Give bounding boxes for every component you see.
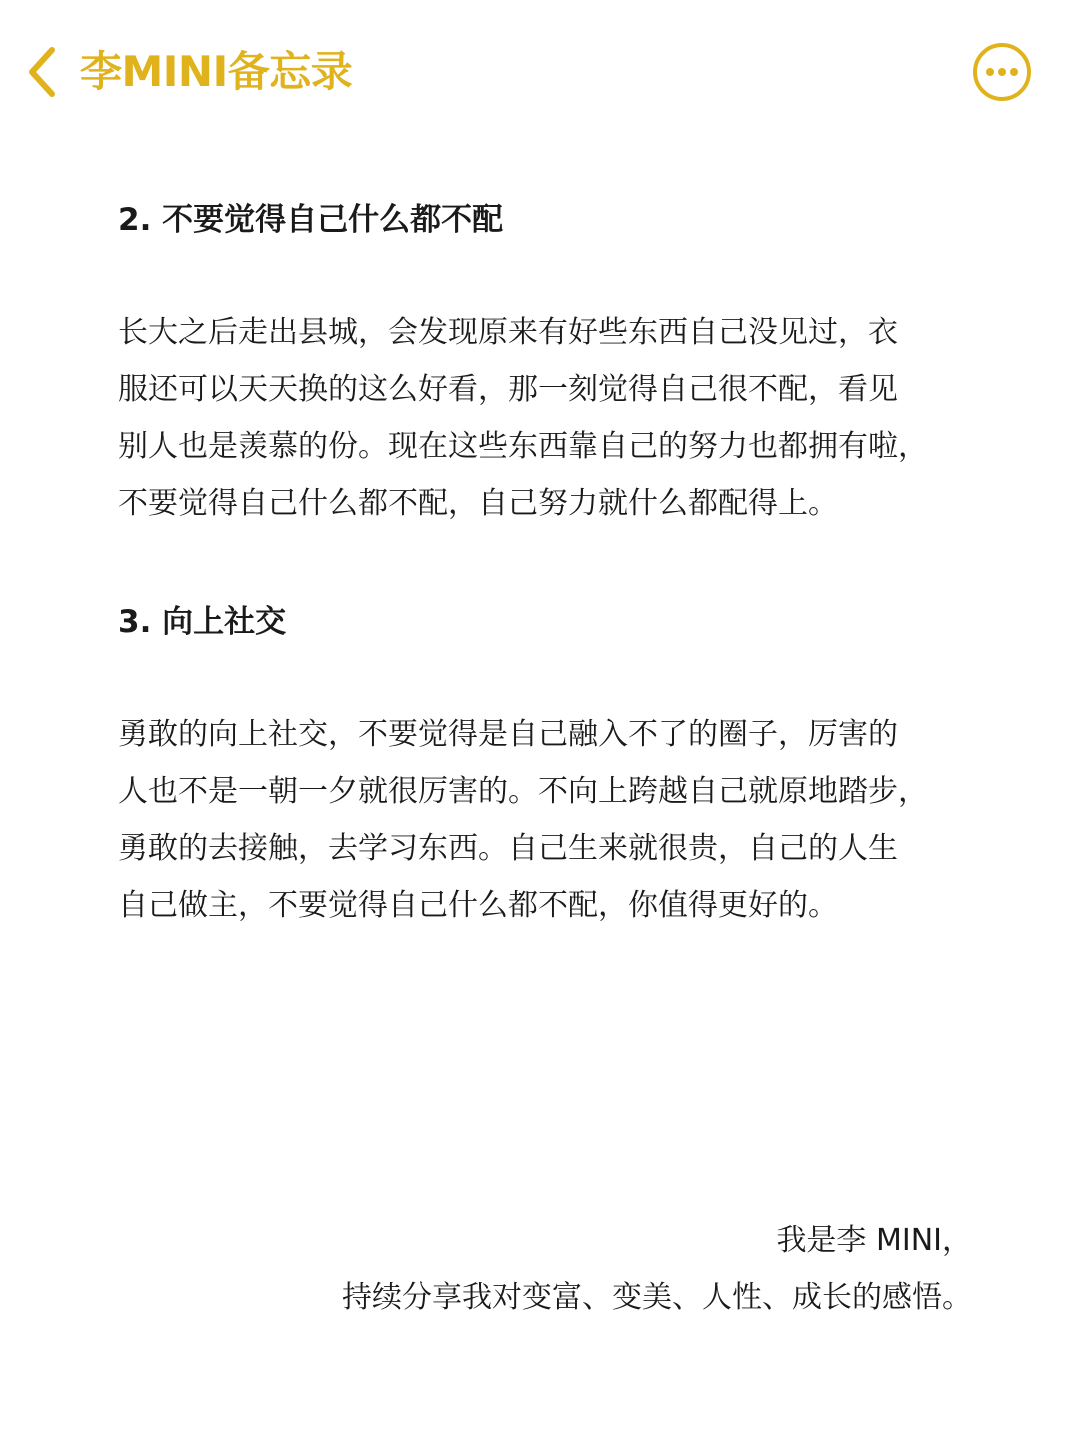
paragraph-line: 不要觉得自己什么都不配，自己努力就什么都配得上。: [118, 486, 838, 521]
paragraph-line: 服还可以天天换的这么好看，那一刻觉得自己很不配，看见: [118, 372, 898, 407]
paragraph-line: 人也不是一朝一夕就很厉害的。不向上跨越自己就原地踏步，: [118, 774, 928, 809]
signature-line: 我是李 MINI，: [776, 1223, 972, 1258]
paragraph-line: 勇敢的去接触，去学习东西。自己生来就很贵，自己的人生: [118, 831, 898, 866]
page-title: 李MINI备忘录: [80, 47, 353, 96]
section-paragraph: [118, 706, 988, 934]
signature-line: 持续分享我对变富、变美、人性、成长的感悟。: [342, 1280, 972, 1315]
back-button[interactable]: [22, 44, 66, 100]
navigation-bar: [0, 0, 1080, 140]
author-signature: [342, 1212, 972, 1326]
section-heading: 3. 向上社交: [118, 604, 287, 640]
more-horizontal-icon: [972, 42, 1032, 102]
paragraph-line: 自己做主，不要觉得自己什么都不配，你值得更好的。: [118, 888, 838, 923]
chevron-left-icon: [22, 44, 66, 100]
more-button[interactable]: [972, 42, 1032, 102]
paragraph-line: 长大之后走出县城，会发现原来有好些东西自己没见过，衣: [118, 315, 898, 350]
section-heading: 2. 不要觉得自己什么都不配: [118, 202, 504, 238]
section-paragraph: [118, 304, 988, 532]
note-content: [118, 192, 988, 934]
paragraph-line: 别人也是羡慕的份。现在这些东西靠自己的努力也都拥有啦，: [118, 429, 928, 464]
paragraph-line: 勇敢的向上社交，不要觉得是自己融入不了的圈子，厉害的: [118, 717, 898, 752]
